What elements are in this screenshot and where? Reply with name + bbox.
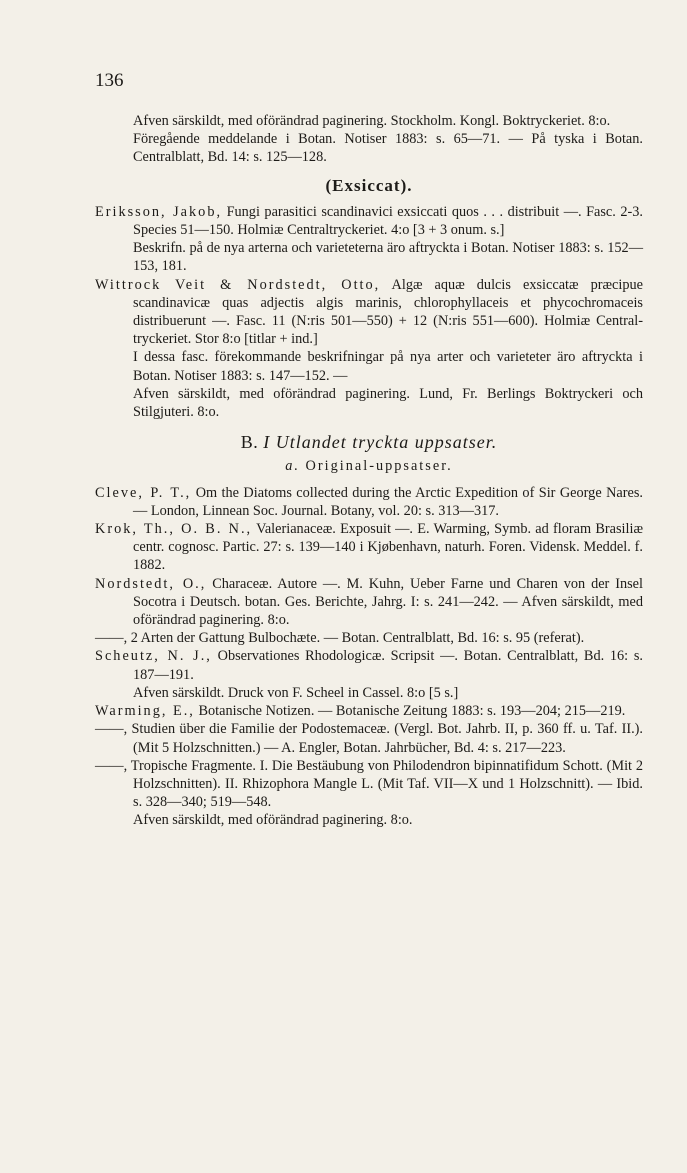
entry-text: Fungi parasitici scandinavici exsiccati quos . . . distribuit —. Fasc. 2-3. Species 51—150. Holmiæ Centraltryckeriet. 4:o [3 + 3 onum. s.] — [133, 203, 643, 239]
page-number: 136 — [95, 70, 124, 91]
entry-note: Beskrifn. på de nya arterna och varieteterna äro aftryckta i Botan. Notiser 1883: s. 152—153, 181. — [133, 240, 643, 275]
page-content — [95, 112, 643, 830]
entry-author: Nordstedt, O., — [95, 575, 207, 592]
entry-text: Valerianaceæ. Exposuit —. E. Warming, Symb. ad floram Brasiliæ centr. cognosc. Partic. 27: s. 139—140 i Kjøbenhavn, naturh. Foren. Vidensk. Meddel. f. 1882. — [133, 521, 644, 574]
entry-text: Om the Diatoms collected during the Arctic Expedition of Sir George Nares. — London, Linnean Soc. Journal. Botany, vol. 20: s. 313—317. — [133, 484, 644, 519]
entry-note: Afven särskildt. Druck von F. Scheel in Cassel. 8:o [5 s.] — [133, 684, 459, 701]
entry-nordstedt — [95, 575, 643, 630]
entry-text: Observationes Rhodologicæ. Scripsit —. Botan. Centralblatt, Bd. 16: s. 187—191. — [133, 648, 644, 683]
subsection-letter: a. — [285, 458, 300, 475]
entry-nordstedt-2: ——, 2 Arten der Gattung Bulbochæte. — Botan. Centralblatt, Bd. 16: s. 95 (referat). — [95, 630, 585, 647]
entry-author: Scheutz, N. J., — [95, 648, 212, 665]
entry-note: Afven särskildt, med oförändrad paginering. 8:o. — [133, 812, 413, 829]
entry-eriksson — [95, 203, 643, 239]
section-heading-b — [95, 433, 643, 451]
entry-warming — [95, 702, 643, 720]
subsection-heading-a — [95, 457, 643, 475]
entry-cleve — [95, 484, 643, 520]
top-paragraph: Föregående meddelande i Botan. Notiser 1883: s. 65—71. — På tyska i Botan. Centralblatt, Bd. 14: s. 125—128. — [133, 131, 643, 166]
entry-author: Wittrock Veit & Nordstedt, Otto, — [95, 276, 381, 293]
entry-warming-3: ——, Tropische Fragmente. I. Die Bestäubung von Philodendron bipinnatifidum Schott. (Mit 2 Holzschnitten). II. Rhizophora Mangle L. (Mit Taf. VII—X und 1 Holzschnitt). — Ibid. s. 328—340; 519—548. — [95, 757, 643, 811]
subsection-title: Original-uppsatser. — [305, 458, 453, 475]
entry-author: Krok, Th., O. B. N., — [95, 521, 253, 538]
entry-author: Warming, E., — [95, 703, 195, 720]
entry-text: Algæ aquæ dulcis exsiccatæ præcipue scandinavicæ quas adjectis algis marinis, chlorophyllaceis et phycochromaceis distribuerunt —. Fasc. 11 (N:ris 501—550) + 12 (N:ris 551—600). Holmiæ Central-tryckeriet. Stor 8:o [titlar + ind.] — [133, 276, 643, 348]
entry-note: Afven särskildt, med oförändrad paginering. Lund, Fr. Berlings Boktryckeri och Stilgjuteri. 8:o. — [133, 385, 643, 421]
entry-scheutz — [95, 647, 643, 683]
entry-warming-2: ——, Studien über die Familie der Podostemaceæ. (Vergl. Bot. Jahrb. II, p. 360 ff. u. Taf. II.). (Mit 5 Holzschnitten.) — A. Engler, Botan. Jahrbücher, Bd. 4: s. 217—223. — [95, 721, 643, 756]
top-paragraph: Afven särskildt, med oförändrad paginering. Stockholm. Kongl. Boktryckeriet. 8:o. — [133, 113, 611, 129]
entry-krok — [95, 520, 643, 575]
entry-note: I dessa fasc. förekommande beskrifningar på nya arter och varieteter äro aftryckta i Botan. Notiser 1883: s. 147—152. — — [133, 349, 643, 384]
section-heading-exsiccat: (Exsiccat). — [325, 175, 413, 195]
entry-text: Characeæ. Autore —. M. Kuhn, Ueber Farne und Charen von der Insel Socotra i Deutsch. botan. Ges. Berichte, Jahrg. I: s. 241—242. — Afven särskildt, med oförändrad paginering. 8:o. — [133, 575, 643, 629]
entry-text: Botanische Notizen. — Botanische Zeitung 1883: s. 193—204; 215—219. — [198, 703, 626, 720]
entry-author: Cleve, P. T., — [95, 484, 192, 501]
section-letter: B. — [240, 432, 259, 453]
entry-wittrock — [95, 276, 643, 349]
entry-author: Eriksson, Jakob, — [95, 203, 223, 220]
section-title: I Utlandet tryckta uppsatser. — [263, 432, 498, 453]
